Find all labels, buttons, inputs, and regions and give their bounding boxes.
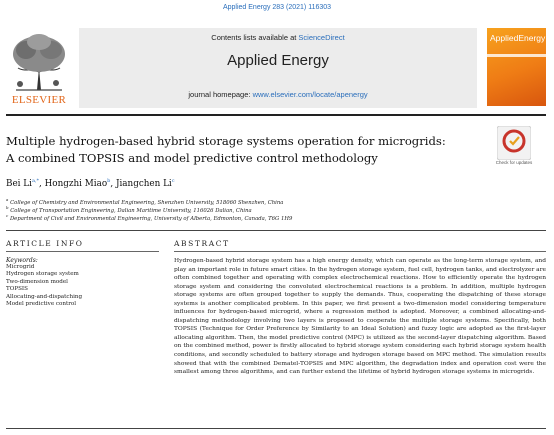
keyword-item: Allocating-and-dispatching	[6, 293, 83, 300]
keyword-item: TOPSIS	[6, 286, 28, 293]
affiliation-mark: a	[6, 197, 9, 202]
cover-band	[487, 54, 546, 57]
tree-icon	[6, 28, 72, 92]
paper-title	[6, 133, 476, 167]
abstract-rule	[174, 251, 546, 252]
elsevier-logo[interactable]	[6, 28, 72, 106]
journal-banner	[79, 28, 477, 108]
author-list: Bei $Li^{a,*}$, Hongzhi Miao$^b$, Jiangchen Li$^c$	[6, 178, 175, 189]
author-name[interactable]: Bei Li	[6, 178, 32, 189]
keyword-list	[6, 264, 82, 308]
sciencedirect-link[interactable]: ScienceDirect	[298, 33, 345, 42]
keyword-item: Two-dimension model	[6, 278, 68, 285]
abstract-text: Hydrogen-based hybrid storage system has a high energy density, which can operate as the long-term storage system, and play an important role in future smart cities. In the hydrogen storage system, fuel cell, hydrogen tanks, and electrolyzer are often combined together and operating with complex electrochemical reactions. How to efficiently operate the hydrogen storage system and considering the convoluted electrochemical reactions is a problem. In addition, multiple hydrogen storage systems are often grouped together to supply the demands. Thus, cooperating the dispatching of these storage systems is another complicated problem. In this paper, we first present a two-dimension model considering temperature influences for hydrogen-based microgrid, where a regression method is adopted. Moreover, a combined allocating-and-dispatching methodology involving two layers is proposed to cooperate the multiple storage systems. Specifically, both TOPSIS (Technique for Order Preference by Similarity to an Ideal Solution) and fuzzy logic are adopted as the first-layer allocating algorithm. Then, the model predictive control (MPC) is utilized as the second-layer dispatching algorithm. Based on the combined method, power is firstly allocated to hybrid storage system considering each hybrid storage system health conditions, and secondly scheduled to battery storage and hydrogen storage based on MPC method. The simulation results showed that with the combined Dematel-TOPSIS and MPC algorithm, the degradation index and operation cost were the smallest among three algorithms, and can further extend the lifetime of hybrid hydrogen storage systems in microgrids.	[174, 258, 546, 376]
check-for-updates-label[interactable]: Check for updates	[495, 160, 533, 165]
affiliation	[6, 213, 292, 222]
abstract-heading: ABSTRACT	[174, 239, 230, 248]
author-affiliation-mark[interactable]: c	[171, 178, 175, 184]
affiliation-mark: c	[6, 213, 9, 218]
author-affiliation-mark[interactable]: b	[107, 178, 111, 184]
author-name[interactable]: Hongzhi Miao	[44, 178, 108, 189]
homepage-prefix: journal homepage:	[188, 90, 253, 99]
journal-cover-image[interactable]	[487, 28, 546, 106]
cover-title: AppliedEnergy	[490, 33, 546, 43]
article-info-rule	[6, 251, 159, 252]
affiliation-text: Department of Civil and Environmental Engineering, University of Alberta, Edmonton, Canada, T6G 1H9	[9, 215, 293, 222]
keyword-item: Model predictive control	[6, 301, 77, 308]
author-affiliation-mark[interactable]: a,*	[31, 178, 40, 184]
affiliation-text: College of Transportation Engineering, Dalian Maritime University, 116026 Dalian, China	[10, 207, 252, 214]
section-divider	[6, 230, 546, 231]
paper-title-line-1: Multiple hydrogen-based hybrid storage systems operation for microgrids:	[6, 134, 446, 148]
publisher-name: ELSEVIER	[11, 94, 67, 106]
affiliation-mark: b	[6, 205, 9, 210]
keyword-item: Hydrogen storage system	[6, 271, 79, 278]
check-for-updates-icon[interactable]	[497, 126, 531, 160]
journal-homepage-link[interactable]: www.elsevier.com/locate/apenergy	[252, 90, 368, 99]
homepage-line	[79, 90, 477, 99]
journal-header	[6, 28, 546, 108]
journal-reference[interactable]: Applied Energy 283 (2021) 116303	[222, 4, 332, 11]
header-divider	[6, 114, 546, 116]
affiliation-text: College of Chemistry and Environmental Engineering, Shenzhen University, 518060 Shenzhen, China	[10, 199, 284, 206]
footer-divider	[6, 428, 546, 429]
keywords-label: Keywords:	[6, 257, 38, 264]
keyword-item: Microgrid	[6, 264, 35, 270]
article-info-heading: ARTICLE INFO	[6, 239, 84, 248]
contents-line	[79, 33, 477, 42]
contents-prefix: Contents lists available at	[211, 33, 299, 42]
author-name[interactable]: Jiangchen Li	[115, 178, 172, 189]
paper-title-line-2: A combined TOPSIS and model predictive control methodology	[6, 151, 378, 165]
journal-title: Applied Energy	[227, 52, 329, 69]
